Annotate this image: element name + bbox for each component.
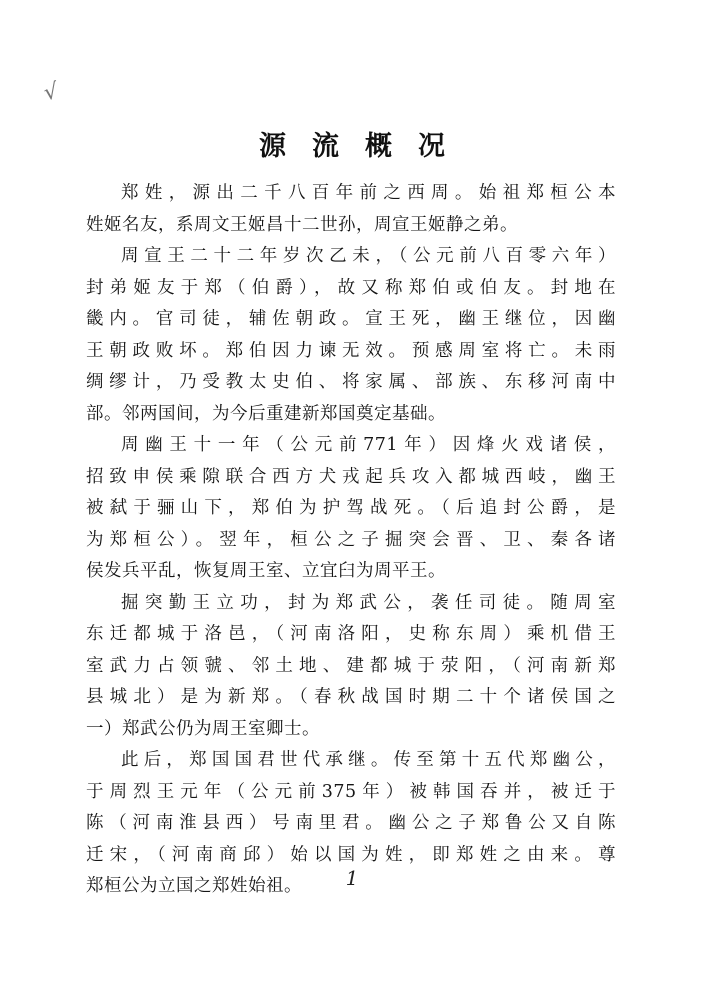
page-title: 源流概况 [259,131,471,162]
text-line: 周宣王二十二年岁次乙未，（公元前八百零六年） [121,246,616,266]
text-line: 迁宋，（河南商邱）始以国为姓，即郑姓之由来。尊 [86,844,616,865]
text-line: 郑桓公为立国之郑姓始祖。 [86,876,302,896]
page-number: 1 [345,866,359,890]
text-line: 招致申侯乘隙联合西方犬戎起兵攻入都城西岐，幽王 [86,466,616,487]
text-line: 被弑于骊山下，郑伯为护驾战死。（后追封公爵，是 [86,498,616,518]
text-line: 于周烈王元年（公元前375年）被韩国吞并，被迁于 [86,781,616,802]
check-mark: √ [41,78,61,107]
text-line: 周幽王十一年（公元前771年）因烽火戏诸侯， [121,435,616,455]
text-line: 侯发兵平乱，恢复周王室、立宜臼为周平王。 [86,561,446,581]
text-line: 姓姬名友，系周文王姬昌十二世孙，周宣王姬静之弟。 [86,214,518,235]
text-line: 掘突勤王立功，封为郑武公，袭任司徒。随周室 [121,592,616,613]
body-text [86,178,616,903]
text-line: 室武力占领虢、邻土地、建都城于荥阳，（河南新郑 [86,655,616,676]
text-line: 封弟姬友于郑（伯爵），故又称郑伯或伯友。封地在 [86,277,616,298]
text-line: 县城北）是为新郑。（春秋战国时期二十个诸侯国之 [86,687,616,707]
text-line: 东迁都城于洛邑，（河南洛阳，史称东周）乘机借王 [86,624,616,644]
text-line: 绸缪计，乃受教太史伯、将家属、部族、东移河南中 [86,372,616,392]
text-line: 王朝政败坏。郑伯因力谏无效。预感周室将亡。未雨 [86,340,616,361]
text-line: 陈（河南淮县西）号南里君。幽公之子郑鲁公又自陈 [86,813,616,833]
text-line: 畿内。官司徒，辅佐朝政。宣王死，幽王继位，因幽 [86,309,616,329]
text-line: 郑姓，源出二千八百年前之西周。始祖郑桓公本 [121,183,616,203]
text-line: 为郑桓公）。翌年，桓公之子掘突会晋、卫、秦各诸 [86,529,616,550]
text-line: 部。邻两国间，为今后重建新郑国奠定基础。 [86,403,446,424]
text-line: 一）郑武公仍为周王室卿士。 [86,718,320,739]
text-line: 此后，郑国国君世代承继。传至第十五代郑幽公， [121,750,616,770]
